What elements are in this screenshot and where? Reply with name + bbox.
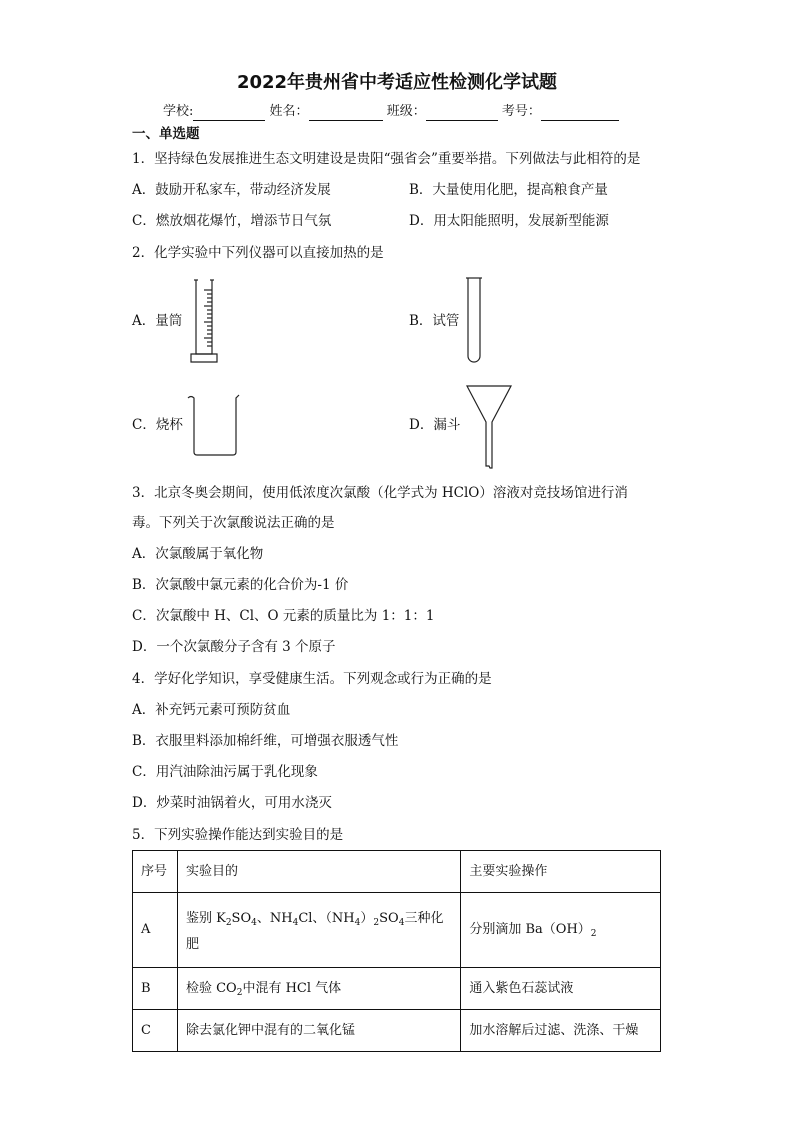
q4-option-d[interactable]: D．炒菜时油锅着火，可用水浇灭 <box>132 795 332 811</box>
q3-option-b[interactable]: B．次氯酸中氯元素的化合价为-1 价 <box>132 577 349 593</box>
q5-stem: 5．下列实验操作能达到实验目的是 <box>132 827 344 843</box>
class-label: 班级： <box>386 104 426 119</box>
q3-stem-line1: 3．北京冬奥会期间，使用低浓度次氯酸（化学式为 HClO）溶液对竞技场馆进行消 <box>132 485 628 501</box>
header-cell-purpose: 实验目的 <box>177 851 460 893</box>
funnel-icon <box>465 384 515 472</box>
q2-option-c[interactable]: C．烧杯 <box>132 417 183 433</box>
row-operation: 分别滴加 $Ba(OH)_2$ <box>461 893 661 968</box>
q1-option-b[interactable]: B．大量使用化肥，提高粮食产量 <box>409 182 608 198</box>
exam-no-field[interactable] <box>541 106 619 121</box>
school-label: 学校: <box>163 104 194 119</box>
row-operation: 加水溶解后过滤、洗涤、干燥 <box>461 1010 661 1052</box>
experiment-table <box>132 850 661 1052</box>
test-tube-icon <box>462 276 486 368</box>
table-row <box>133 893 661 968</box>
name-field[interactable] <box>309 106 383 121</box>
table-header-row <box>133 851 661 893</box>
q1-option-c[interactable]: C．燃放烟花爆竹，增添节日气氛 <box>132 213 332 229</box>
q3-option-d[interactable]: D．一个次氯酸分子含有 3 个原子 <box>132 639 336 655</box>
row-id: C <box>133 1010 178 1052</box>
q2-option-b[interactable]: B．试管 <box>409 313 460 329</box>
q4-option-b[interactable]: B．衣服里料添加棉纤维，可增强衣服透气性 <box>132 733 399 749</box>
q3-option-c[interactable]: C．次氯酸中 H、Cl、O 元素的质量比为 1：1：1 <box>132 608 435 624</box>
q4-option-c[interactable]: C．用汽油除油污属于乳化现象 <box>132 764 318 780</box>
row-purpose: 除去氯化钾中混有的二氧化锰 <box>177 1010 460 1052</box>
q3-option-a[interactable]: A．次氯酸属于氧化物 <box>132 546 264 562</box>
page-title: 2022年贵州省中考适应性检测化学试题 <box>236 72 558 93</box>
q2-option-a[interactable]: A．量筒 <box>132 313 183 329</box>
q1-option-a[interactable]: A．鼓励开私家车，带动经济发展 <box>132 182 331 198</box>
row-id: B <box>133 968 178 1010</box>
q3-stem-line2: 毒。下列关于次氯酸说法正确的是 <box>132 515 335 531</box>
row-purpose: 鉴别 $K_2SO_4$、$NH_4Cl$、$(NH_4)_2SO_4$三种化 肥 <box>177 893 460 968</box>
q2-stem: 2．化学实验中下列仪器可以直接加热的是 <box>132 245 384 261</box>
class-field[interactable] <box>426 106 498 121</box>
graduated-cylinder-icon <box>188 278 220 366</box>
table-row <box>133 1010 661 1052</box>
row-purpose: 检验 $CO_2$中混有 HCl 气体 <box>177 968 460 1010</box>
q2-option-d[interactable]: D．漏斗 <box>409 417 461 433</box>
exam-no-label: 考号： <box>501 104 541 119</box>
section-heading: 一、单选题 <box>132 126 200 142</box>
name-label: 姓名： <box>269 104 309 119</box>
school-field[interactable] <box>193 106 265 121</box>
q4-stem: 4．学好化学知识，享受健康生活。下列观念或行为正确的是 <box>132 671 492 687</box>
student-info-line <box>163 103 619 121</box>
q4-option-a[interactable]: A．补充钙元素可预防贫血 <box>132 702 291 718</box>
header-cell-id: 序号 <box>133 851 178 893</box>
beaker-icon <box>186 392 242 458</box>
table-row <box>133 968 661 1010</box>
q1-stem: 1．坚持绿色发展推进生态文明建设是贵阳“强省会”重要举措。下列做法与此相符的是 <box>132 151 641 167</box>
row-operation: 通入紫色石蕊试液 <box>461 968 661 1010</box>
header-cell-operation: 主要实验操作 <box>461 851 661 893</box>
row-id: A <box>133 893 178 968</box>
q1-option-d[interactable]: D．用太阳能照明，发展新型能源 <box>409 213 609 229</box>
